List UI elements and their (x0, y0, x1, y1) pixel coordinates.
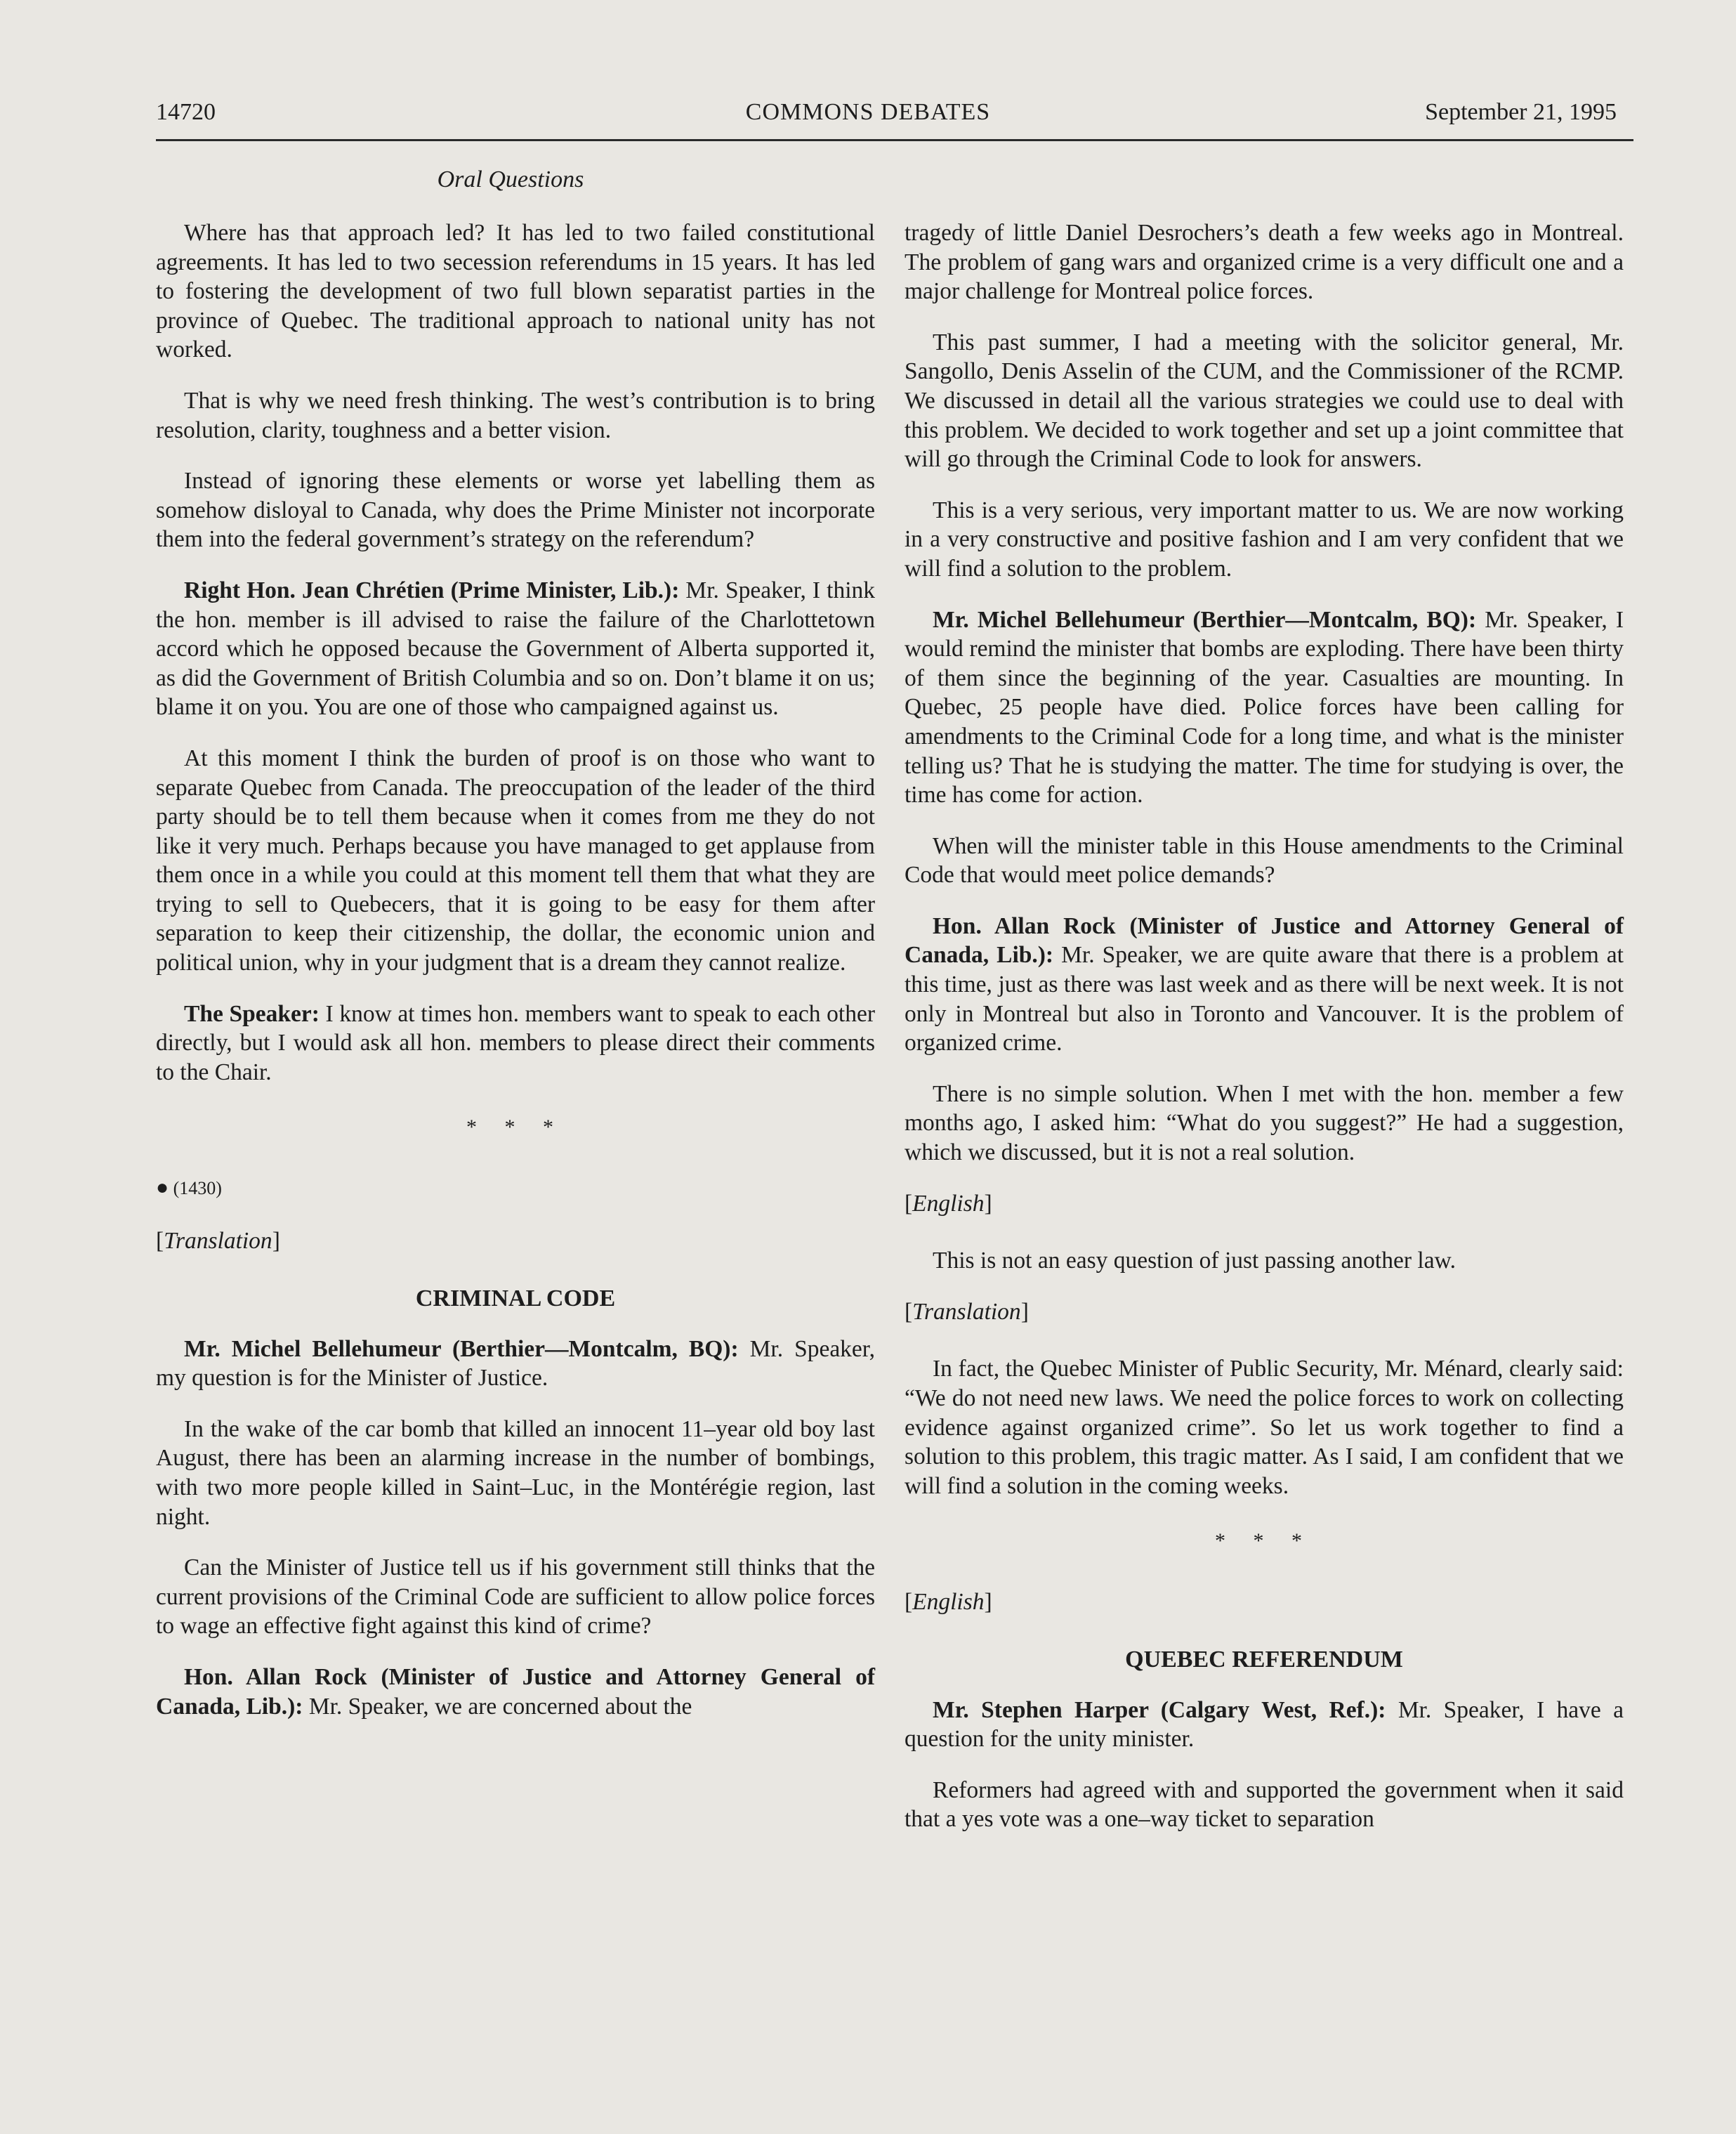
speaker-name: Hon. Allan Rock (Minister of Justice and Attorney General of Canada, Lib.): (905, 912, 1624, 969)
paragraph: Reformers had agreed with and supported the government when it said that a yes vote was a one–way ticket to separation (905, 1776, 1624, 1833)
paragraph: When will the minister table in this House amendments to the Criminal Code that would meet police demands? (905, 832, 1624, 889)
language-note: [ English ] (905, 1189, 1624, 1219)
speech-text: I know at times hon. members want to speak to each other directly, but I would ask all hon. members to please direct their comments to the Chair. (156, 1000, 875, 1085)
speech-text: Mr. Speaker, we are quite aware that there is a problem at this time, just as there was last week and as there will be next week. It is not only in Montreal but also in Toronto and Vancouver. It is the problem of organized crime. (905, 942, 1624, 1056)
time-marker (156, 1174, 875, 1203)
bullet-icon: ● (156, 1176, 169, 1200)
right-column (905, 218, 1624, 1856)
speech-text: Mr. Speaker, we are concerned about the (303, 1693, 692, 1720)
paragraph: In the wake of the car bomb that killed an innocent 11–year old boy last August, there has been an alarming increase in the number of bombings, with two more people killed in Saint–Luc, in the Montérégie region, last night. (156, 1415, 875, 1530)
paragraph: At this moment I think the burden of proof is on those who want to separate Quebec from Canada. The preoccupation of the leader of the third party should be to tell them because when it comes from me they do not like it very much. Perhaps because you have managed to get applause from them once in a while you could at this moment tell them that what they are trying to sell to Quebecers, that it is going to be easy for them after separation to keep their citizenship, the dollar, the economic union and political union, why in your judgment that is a dream they cannot realize. (156, 745, 875, 976)
paragraph (905, 912, 1624, 1058)
speech-text: Mr. Speaker, I have a question for the unity minister. (905, 1696, 1624, 1753)
paragraph: Where has that approach led? It has led to two failed constitutional agreements. It has led to two secession referendums in 15 years. It has led to fostering the development of two full blown separatist parties in the province of Quebec. The traditional approach to national unity has not worked. (156, 220, 875, 363)
subheading: CRIMINAL CODE (415, 1285, 616, 1312)
speaker-name: Mr. Michel Bellehumeur (Berthier—Montcalm, BQ): (184, 1335, 739, 1362)
paragraph: This is a very serious, very important matter to us. We are now working in a very constructive and positive fashion and I am very confident that we will find a solution to the problem. (905, 497, 1624, 582)
paragraph (905, 605, 1624, 810)
speaker-name: Right Hon. Jean Chrétien (Prime Minister, Lib.): (184, 577, 680, 603)
paragraph (156, 1000, 875, 1087)
paragraph: This past summer, I had a meeting with the solicitor general, Mr. Sangollo, Denis Asselin of the CUM, and the Commissioner of the RCMP. We discussed in detail all the various strategies we could use to deal with this problem. We decided to work together and set up a joint committee that will go through the Criminal Code to look for answers. (905, 329, 1624, 473)
speech-text: Mr. Speaker, I think the hon. member is ill advised to raise the failure of the Charlottetown accord which he opposed because the Government of Alberta supported it, as did the Government of British Columbia and so on. Don’t blame it on us; blame it on you. You are one of those who campaigned against us. (156, 577, 876, 721)
paragraph: In fact, the Quebec Minister of Public Security, Mr. Ménard, clearly said: “We do not need new laws. We need the police forces to work on collecting evidence against organized crime”. So let us work together to find a solution to this problem, this tragic matter. As I said, I am confident that we will find a solution in the coming weeks. (905, 1356, 1624, 1499)
paragraph (905, 1696, 1624, 1754)
speaker-name: Mr. Michel Bellehumeur (Berthier—Montcalm, BQ): (933, 606, 1477, 633)
paragraph (156, 576, 875, 722)
paragraph: This is not an easy question of just passing another law. (933, 1248, 1456, 1274)
paragraph (156, 1335, 875, 1393)
language-note: [ English ] (905, 1588, 1624, 1617)
language-note: [ Translation ] (905, 1297, 1624, 1327)
time-stamp: (1430) (169, 1178, 222, 1199)
speaker-name: The Speaker: (184, 1000, 320, 1027)
paragraph (156, 1663, 875, 1721)
paragraph: There is no simple solution. When I met with the hon. member a few months ago, I asked him: “What do you suggest?” He had a suggestion, which we discussed, but it is not a real solution. (905, 1080, 1624, 1166)
header-rule (156, 139, 1633, 141)
publication-title: COMMONS DEBATES (745, 99, 991, 125)
page-number: 14720 (156, 99, 216, 125)
left-column (156, 218, 875, 1743)
paragraph: That is why we need fresh thinking. The west’s contribution is to bring resolution, clarity, toughness and a better vision. (156, 387, 875, 443)
speech-text: Mr. Speaker, I would remind the minister that bombs are exploding. There have been thirty of them since the beginning of the year. Casualties are mounting. In Quebec, 25 people have died. Police forces have been calling for amendments to the Criminal Code for a long time, and what is the minister telling us? That he is studying the matter. The time for studying is over, the time has come for action. (905, 606, 1624, 809)
section-title: Oral Questions (437, 166, 584, 192)
subheading: QUEBEC REFERENDUM (1125, 1646, 1403, 1672)
section-separator: * * * (1215, 1529, 1313, 1553)
speaker-name: Mr. Stephen Harper (Calgary West, Ref.): (933, 1696, 1386, 1723)
section-separator: * * * (466, 1115, 565, 1139)
speaker-name: Hon. Allan Rock (Minister of Justice and Attorney General of Canada, Lib.): (156, 1663, 875, 1720)
paragraph: tragedy of little Daniel Desrochers’s death a few weeks ago in Montreal. The problem of gang wars and organized crime is a very difficult one and a major challenge for Montreal police forces. (905, 220, 1624, 305)
paragraph: Instead of ignoring these elements or worse yet labelling them as somehow disloyal to Canada, why does the Prime Minister not incorporate them into the federal government’s strategy on the referendum? (156, 468, 875, 553)
speech-text: Mr. Speaker, my question is for the Minister of Justice. (156, 1335, 875, 1392)
publication-date: September 21, 1995 (1425, 99, 1617, 125)
paragraph: Can the Minister of Justice tell us if his government still thinks that the current provisions of the Criminal Code are sufficient to allow police forces to wage an effective fight against this kind of crime? (156, 1554, 875, 1639)
language-note: [ Translation ] (156, 1226, 875, 1256)
